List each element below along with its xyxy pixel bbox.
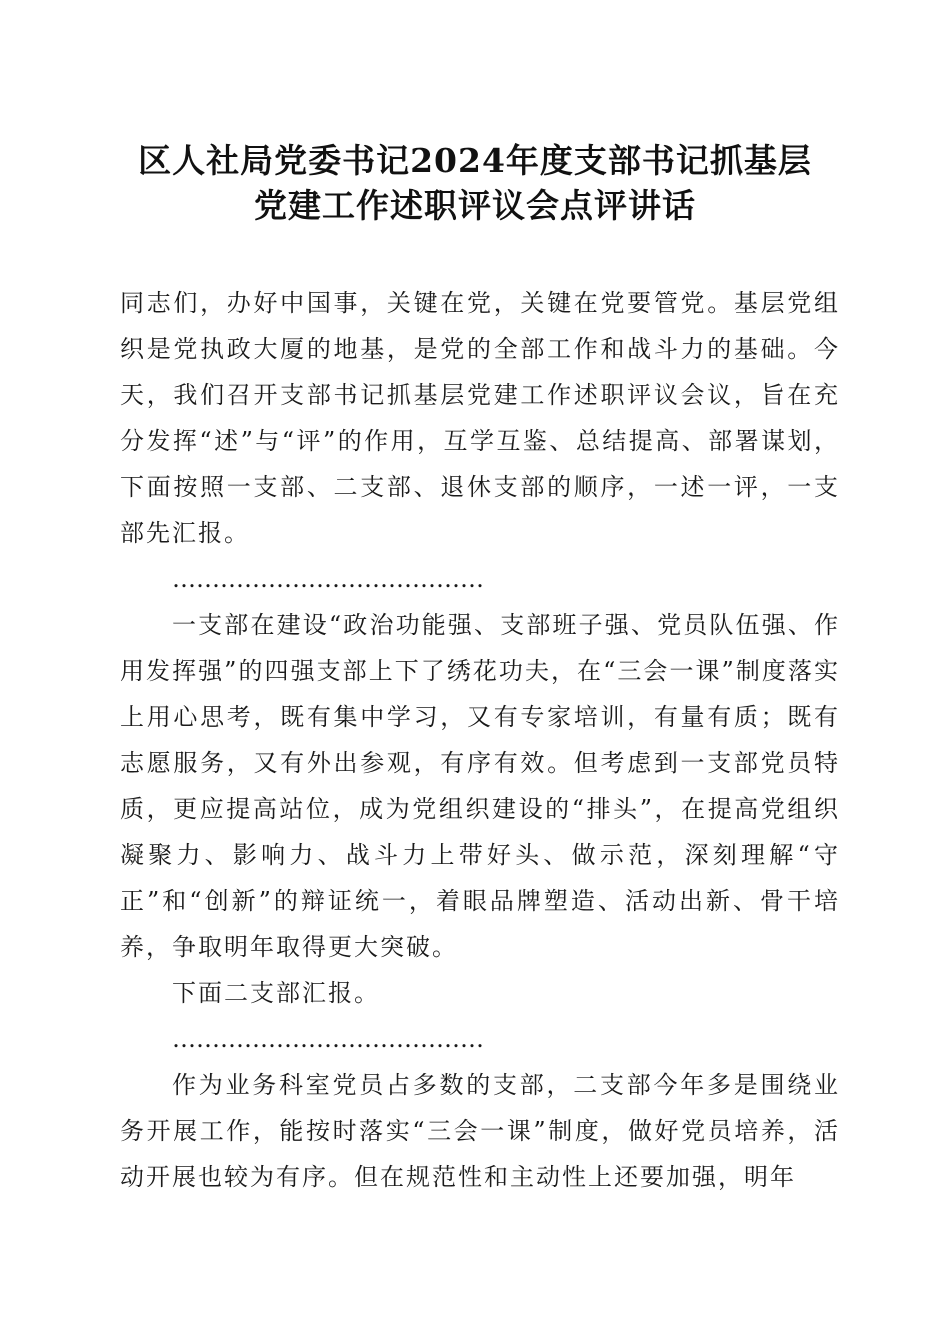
paragraph-branch-1-review: 一支部在建设“政治功能强、支部班子强、党员队伍强、作用发挥强”的四强支部上下了绣花功夫，在“三会一课”制度落实上用心思考，既有集中学习，又有专家培训，有量有质；既有志愿服务，又有外出参观，有序有效。但考虑到一支部党员特质，更应提高站位，成为党组织建设的“排头”，在提高党组织凝聚力、影响力、战斗力上带好头、做示范，深刻理解“守正”和“创新”的辩证统一，着眼品牌塑造、活动出新、骨干培养，争取明年取得更大突破。 — [120, 611, 840, 961]
title-line-2: 党建工作述职评议会点评讲话 — [254, 186, 696, 225]
paragraph-branch-2-intro: 下面二支部汇报。 — [172, 979, 380, 1007]
ellipsis-separator: ………………………………… — [172, 565, 484, 593]
document-body — [120, 280, 840, 1200]
ellipsis-separator: ………………………………… — [172, 1025, 484, 1053]
title-line-1: 区人社局党委书记2024年度支部书记抓基层 — [138, 141, 812, 180]
paragraph-branch-2-review: 作为业务科室党员占多数的支部，二支部今年多是围绕业务开展工作，能按时落实“三会一课”制度，做好党员培养，活动开展也较为有序。但在规范性和主动性上还要加强，明年 — [120, 1071, 840, 1191]
paragraph-opening: 同志们，办好中国事，关键在党，关键在党要管党。基层党组织是党执政大厦的地基，是党的全部工作和战斗力的基础。今天，我们召开支部书记抓基层党建工作述职评议会议，旨在充分发挥“述”与“评”的作用，互学互鉴、总结提高、部署谋划，下面按照一支部、二支部、退休支部的顺序，一述一评，一支部先汇报。 — [120, 289, 840, 547]
document-title — [100, 138, 850, 228]
